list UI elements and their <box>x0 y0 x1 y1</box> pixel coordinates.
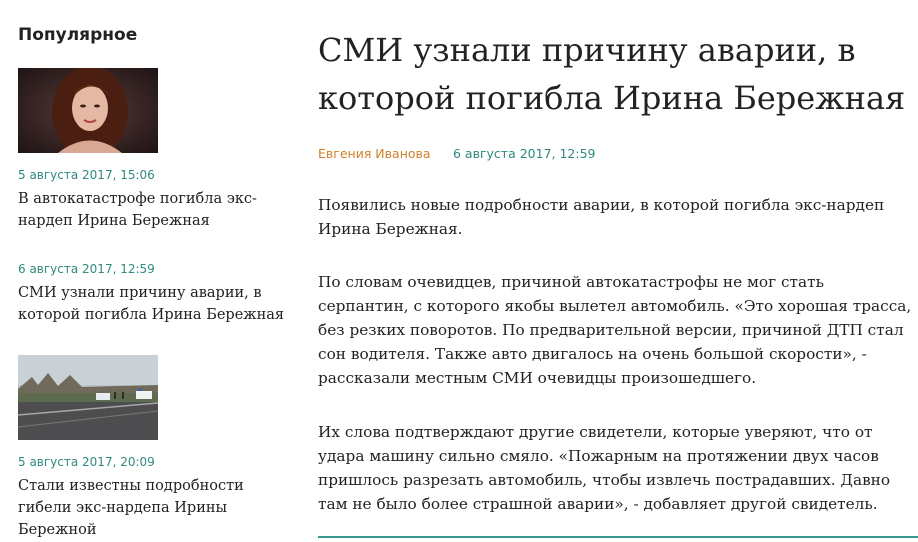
bottom-divider <box>318 536 918 538</box>
popular-item-3-image[interactable] <box>18 355 158 440</box>
popular-sidebar <box>0 0 290 542</box>
article-paragraph-1: Появились новые подробности аварии, в которой погибла экс-нардеп Ирина Бережная. <box>318 196 885 238</box>
portrait-woman-image <box>18 68 158 153</box>
popular-item-2-date: 6 августа 2017, 12:59 <box>18 262 155 276</box>
article-headline: СМИ узнали причину аварии, в которой погибла Ирина Бережная <box>318 31 906 117</box>
popular-item-3-date: 5 августа 2017, 20:09 <box>18 455 155 469</box>
article <box>318 0 918 542</box>
popular-item-1-date: 5 августа 2017, 15:06 <box>18 168 155 182</box>
article-author[interactable]: Евгения Иванова <box>318 146 431 161</box>
article-date: 6 августа 2017, 12:59 <box>453 146 596 161</box>
popular-item-1-title[interactable]: В автокатастрофе погибла экс-нардеп Ирина Бережная <box>18 191 257 229</box>
popular-item-3-title[interactable]: Стали известны подробности гибели экс-нардепа Ирины Бережной <box>18 478 244 538</box>
popular-item-1-image[interactable] <box>18 68 158 153</box>
popular-heading: Популярное <box>18 25 138 45</box>
article-paragraph-2: По словам очевидцев, причиной автокатастрофы не мог стать серпантин, с которого якобы вылетел автомобиль. «Это хорошая трасса, без резких поворотов. По предварительной версии, причиной ДТП стал сон водителя. Также авто двигалось на очень большой скорости», - рассказали местным СМИ очевидцы произошедшего. <box>318 273 912 387</box>
article-paragraph-3: Их слова подтверждают другие свидетели, которые уверяют, что от удара машину сильно смяло. «Пожарным на протяжении двух часов пришлось разрезать автомобиль, чтобы извлечь пострадавших. Давно там не было более страшной аварии», - добавляет другой свидетель. <box>318 423 891 513</box>
popular-item-2-title[interactable]: СМИ узнали причину аварии, в которой погибла Ирина Бережная <box>18 285 285 323</box>
road-accident-scene-image <box>18 355 158 440</box>
